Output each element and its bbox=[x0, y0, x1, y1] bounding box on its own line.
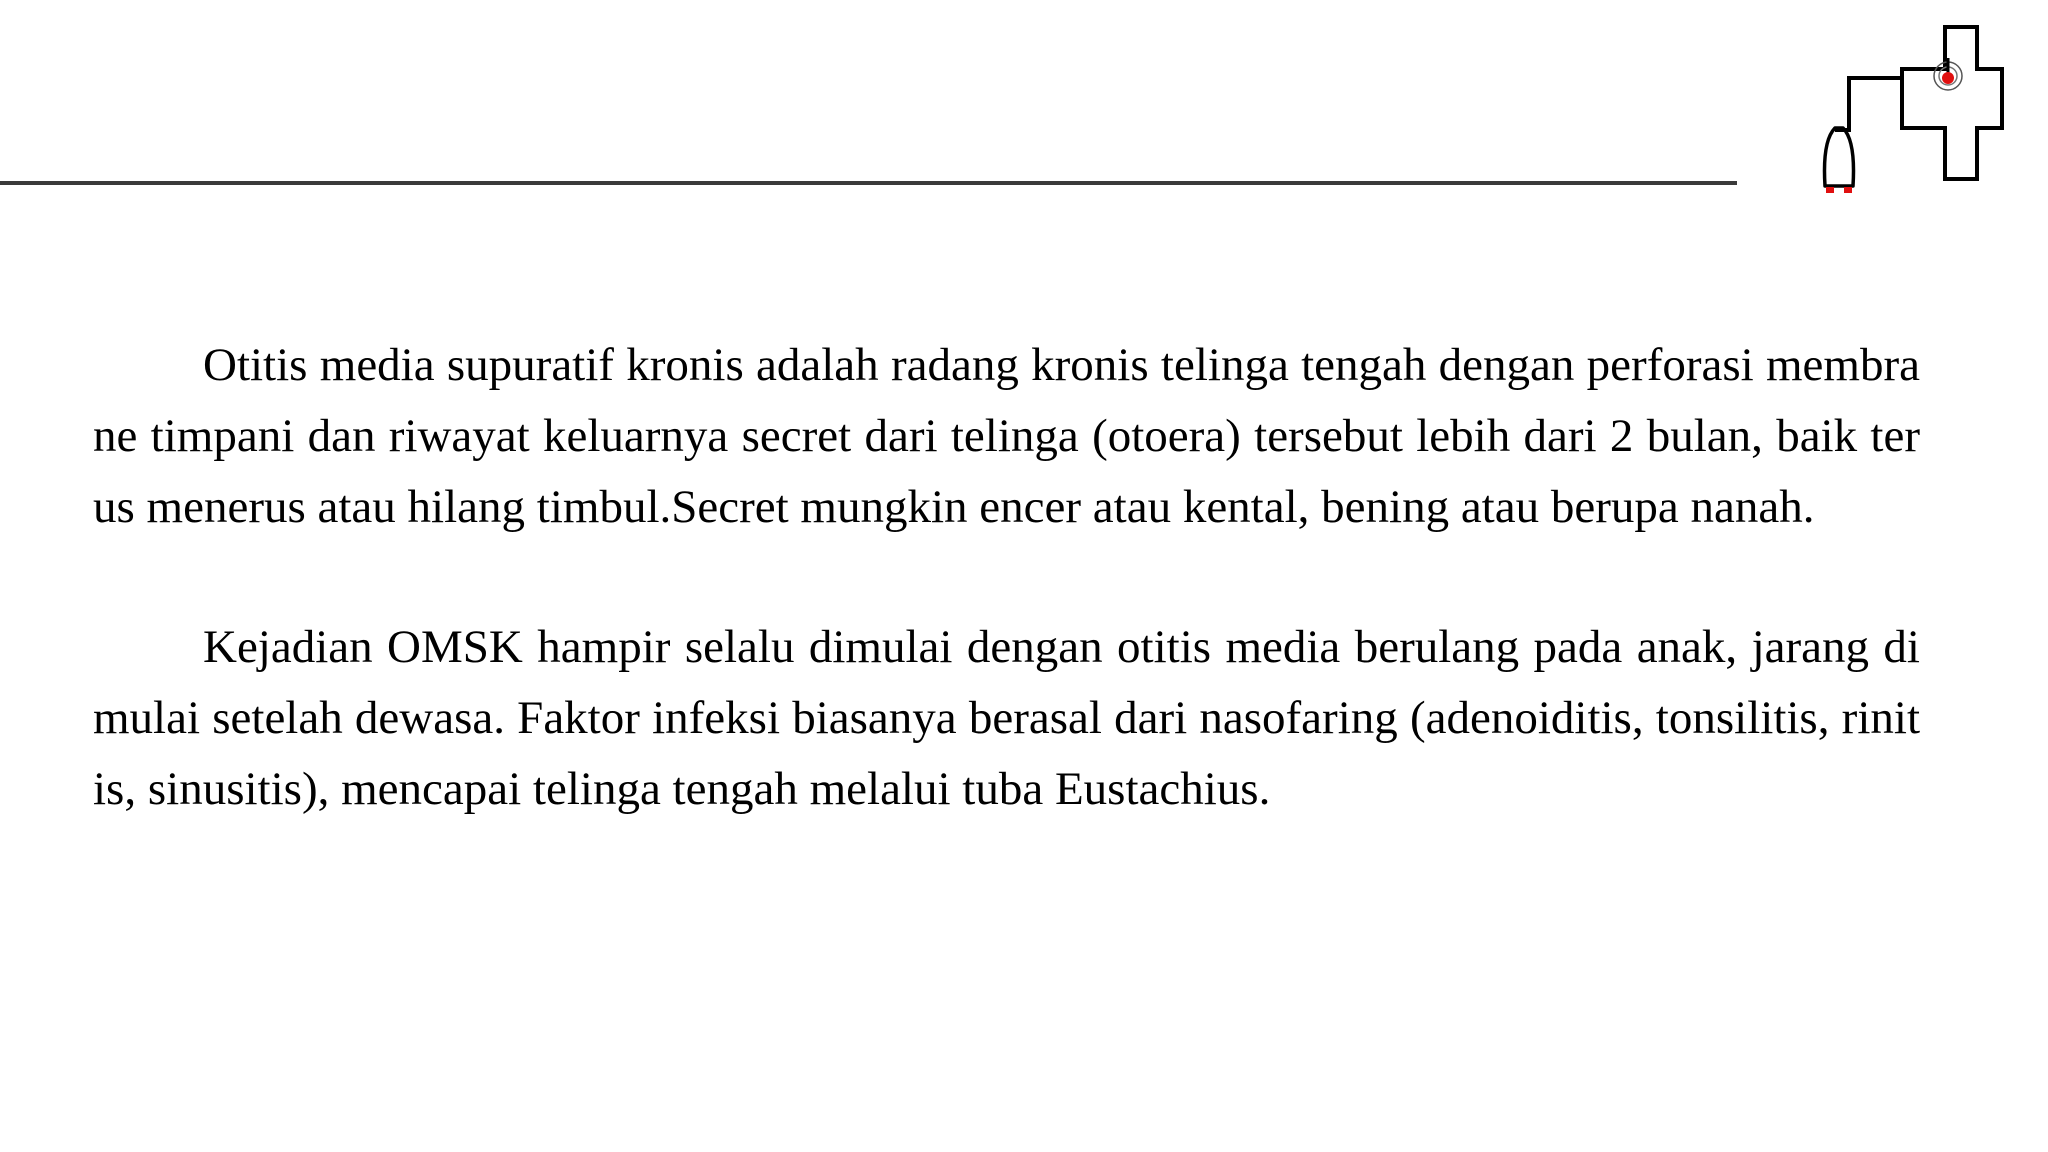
paragraph-etiology bbox=[93, 612, 1920, 825]
body-text bbox=[93, 330, 1920, 825]
paragraph-definition bbox=[93, 330, 1920, 543]
header-divider bbox=[0, 181, 1737, 185]
paragraph-etiology-text: Kejadian OMSK hampir selalu dimulai dengan otitis media berulang pada anak, jarang dimulai setelah dewasa. Faktor infeksi biasanya berasal dari nasofaring (adenoiditis, tonsilitis, rinitis, sinusitis), mencapai telinga tengah melalui tuba Eustachius. bbox=[93, 621, 1920, 815]
paragraph-definition-text: Otitis media supuratif kronis adalah radang kronis telinga tengah dengan perforasi membrane timpani dan riwayat keluarnya secret dari telinga (otoera) tersebut lebih dari 2 bulan, baik terus menerus atau hilang timbul.Secret mungkin encer atau kental, bening atau berupa nanah. bbox=[93, 339, 1920, 533]
stethoscope-cross-icon bbox=[1805, 24, 2005, 196]
